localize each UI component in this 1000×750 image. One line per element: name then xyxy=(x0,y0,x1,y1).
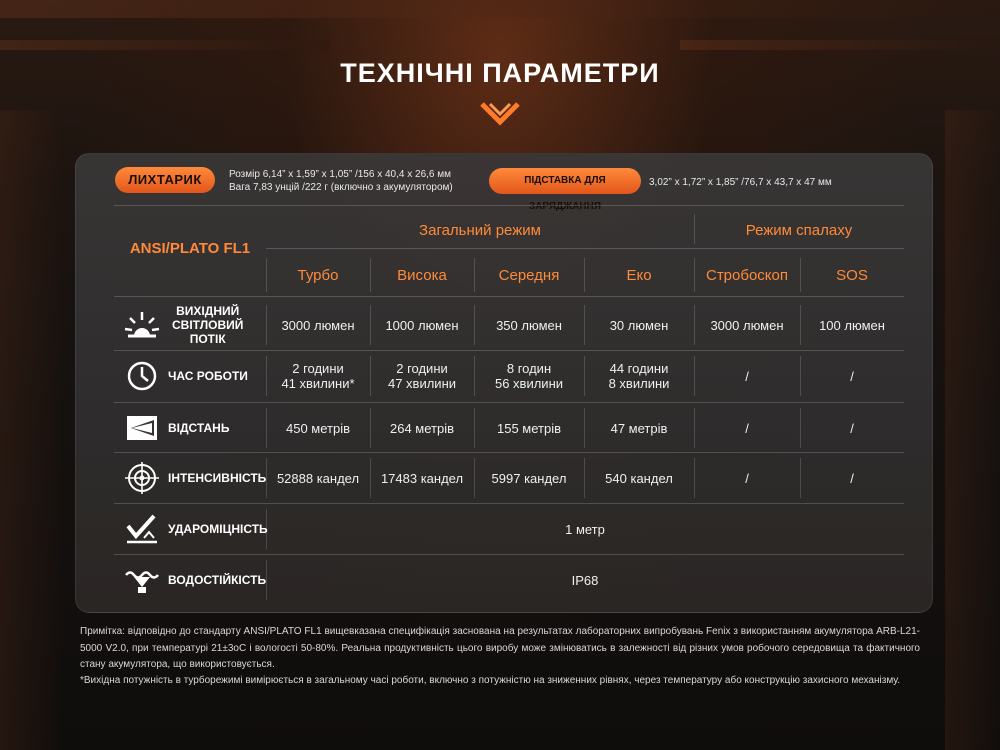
table-cell: 264 метрів xyxy=(389,420,455,436)
table-cell: 350 люмен xyxy=(496,317,562,333)
background-beam xyxy=(0,40,330,50)
divider xyxy=(266,305,267,345)
divider xyxy=(694,356,695,396)
page-title: ТЕХНІЧНІ ПАРАМЕТРИ xyxy=(340,58,660,88)
table-cell: 540 кандел xyxy=(605,470,673,486)
row-label-line: ВІДСТАНЬ xyxy=(168,421,230,435)
chevron-down-icon xyxy=(478,100,522,128)
divider xyxy=(584,458,585,498)
divider xyxy=(474,356,475,396)
divider xyxy=(266,356,267,396)
divider xyxy=(114,503,904,504)
flashlight-badge: ЛИХТАРИК xyxy=(115,167,215,193)
divider xyxy=(114,205,904,206)
table-cell: 30 люмен xyxy=(609,317,669,333)
mode-header: Середня xyxy=(498,267,560,284)
group-flash-mode: Режим спалаху xyxy=(745,222,853,239)
row-label xyxy=(168,454,268,502)
row-label xyxy=(168,404,268,452)
stand-badge: ПІДСТАВКА ДЛЯ ЗАРЯДЖАННЯ xyxy=(489,168,641,194)
divider xyxy=(800,408,801,448)
row-label-line: СВІТЛОВИЙ xyxy=(172,318,244,332)
divider xyxy=(266,248,904,249)
row-label-line: ВИХІДНИЙ xyxy=(176,304,240,318)
divider xyxy=(266,408,267,448)
table-cell: 100 люмен xyxy=(819,317,885,333)
flashlight-specs xyxy=(229,168,453,194)
note-asterisk: *Вихідна потужність в турборежимі вимірюється в загальному часі роботи, включно з потужністю на зниженних рівнях, через температуру або конструкцію захисного механізму. xyxy=(80,675,901,686)
divider xyxy=(370,258,371,292)
group-general-mode: Загальний режим xyxy=(419,222,541,239)
divider xyxy=(474,258,475,292)
row-label xyxy=(168,352,268,400)
table-cell: / xyxy=(745,420,749,436)
table-cell: 5997 кандел xyxy=(491,470,567,486)
row-label-line: ЧАС РОБОТИ xyxy=(168,369,248,383)
table-cell: 450 метрів xyxy=(285,420,351,436)
merged-value: 1 метр xyxy=(565,521,605,537)
table-cell: / xyxy=(745,470,749,486)
table-cell: / xyxy=(745,368,749,384)
row-label xyxy=(168,556,268,604)
table-cell: / xyxy=(850,420,854,436)
row-label xyxy=(168,505,268,553)
background-beam xyxy=(0,0,1000,18)
table-cell: 8 годин 56 хвилини xyxy=(494,361,564,391)
divider xyxy=(370,458,371,498)
stand-size: 3,02” x 1,72” x 1,85” /76,7 x 43,7 x 47 мм xyxy=(649,177,832,188)
divider xyxy=(800,356,801,396)
spec-panel xyxy=(75,153,933,613)
background-beam xyxy=(0,110,60,750)
table-cell: 2 години 47 хвилини xyxy=(387,361,457,391)
divider xyxy=(694,305,695,345)
row-label-line: ВОДОСТІЙКІСТЬ xyxy=(168,573,267,587)
row-label-line: ПОТІК xyxy=(189,332,226,346)
divider xyxy=(694,214,695,244)
light-burst-icon xyxy=(124,308,160,342)
divider xyxy=(694,458,695,498)
distance-icon xyxy=(124,411,160,445)
table-cell: 3000 люмен xyxy=(710,317,784,333)
divider xyxy=(584,408,585,448)
divider xyxy=(474,408,475,448)
mode-header: Турбо xyxy=(297,267,339,284)
divider xyxy=(370,408,371,448)
table-cell: / xyxy=(850,368,854,384)
row-label xyxy=(172,301,272,349)
table-cell: 2 години 41 хвилини* xyxy=(281,361,355,391)
divider xyxy=(114,452,904,453)
merged-value: IP68 xyxy=(571,572,599,588)
divider xyxy=(694,408,695,448)
table-cell: 155 метрів xyxy=(496,420,562,436)
water-icon xyxy=(124,563,160,597)
divider xyxy=(474,305,475,345)
divider xyxy=(114,296,904,297)
divider xyxy=(114,402,904,403)
divider xyxy=(584,258,585,292)
divider xyxy=(800,258,801,292)
background-beam xyxy=(945,110,1000,750)
divider xyxy=(266,560,267,600)
divider xyxy=(800,305,801,345)
divider xyxy=(266,509,267,549)
divider xyxy=(800,458,801,498)
divider xyxy=(584,305,585,345)
background-beam xyxy=(680,40,1000,50)
divider xyxy=(694,258,695,292)
impact-icon xyxy=(124,512,160,546)
target-icon xyxy=(124,461,160,495)
divider xyxy=(114,350,904,351)
divider xyxy=(266,258,267,292)
mode-header: SOS xyxy=(836,267,868,284)
table-cell: 1000 люмен xyxy=(385,317,459,333)
mode-header: Стробоскоп xyxy=(705,267,789,284)
divider xyxy=(114,554,904,555)
clock-icon xyxy=(124,359,160,393)
row-label-line: ІНТЕНСИВНІСТЬ xyxy=(168,471,267,485)
table-cell: / xyxy=(850,470,854,486)
row-label-line: УДАРОМІЦНІСТЬ xyxy=(168,522,268,536)
flashlight-size: Розмір 6,14” x 1,59” x 1,05” /156 x 40,4 x 26,6 мм xyxy=(229,169,452,180)
divider xyxy=(370,305,371,345)
mode-header: Висока xyxy=(397,267,447,284)
mode-header: Еко xyxy=(626,267,652,284)
table-cell: 47 метрів xyxy=(610,420,668,436)
flashlight-weight: Вага 7,83 унцій /222 г (включно з акумулятором) xyxy=(229,182,453,193)
divider xyxy=(266,458,267,498)
note-paragraph: Примітка: відповідно до стандарту ANSI/PLATO FL1 вищевказана специфікація заснована на результатах лабораторних випробувань Fenix з використанням акумулятора ARB-L21-5000 V2.0, при температурі 21±3оС і вологості 50-80%. Реальна продуктивність цього виробу може змінюватись в залежності від різних умов робочого середовища та фактичного стану акумулятора, що використовується. xyxy=(80,626,920,670)
table-cell: 3000 люмен xyxy=(281,317,355,333)
standard-label: ANSI/PLATO FL1 xyxy=(129,240,251,257)
divider xyxy=(584,356,585,396)
divider xyxy=(474,458,475,498)
table-cell: 52888 кандел xyxy=(276,470,360,486)
table-cell: 17483 кандел xyxy=(380,470,464,486)
table-cell: 44 години 8 хвилини xyxy=(608,361,670,391)
divider xyxy=(370,356,371,396)
